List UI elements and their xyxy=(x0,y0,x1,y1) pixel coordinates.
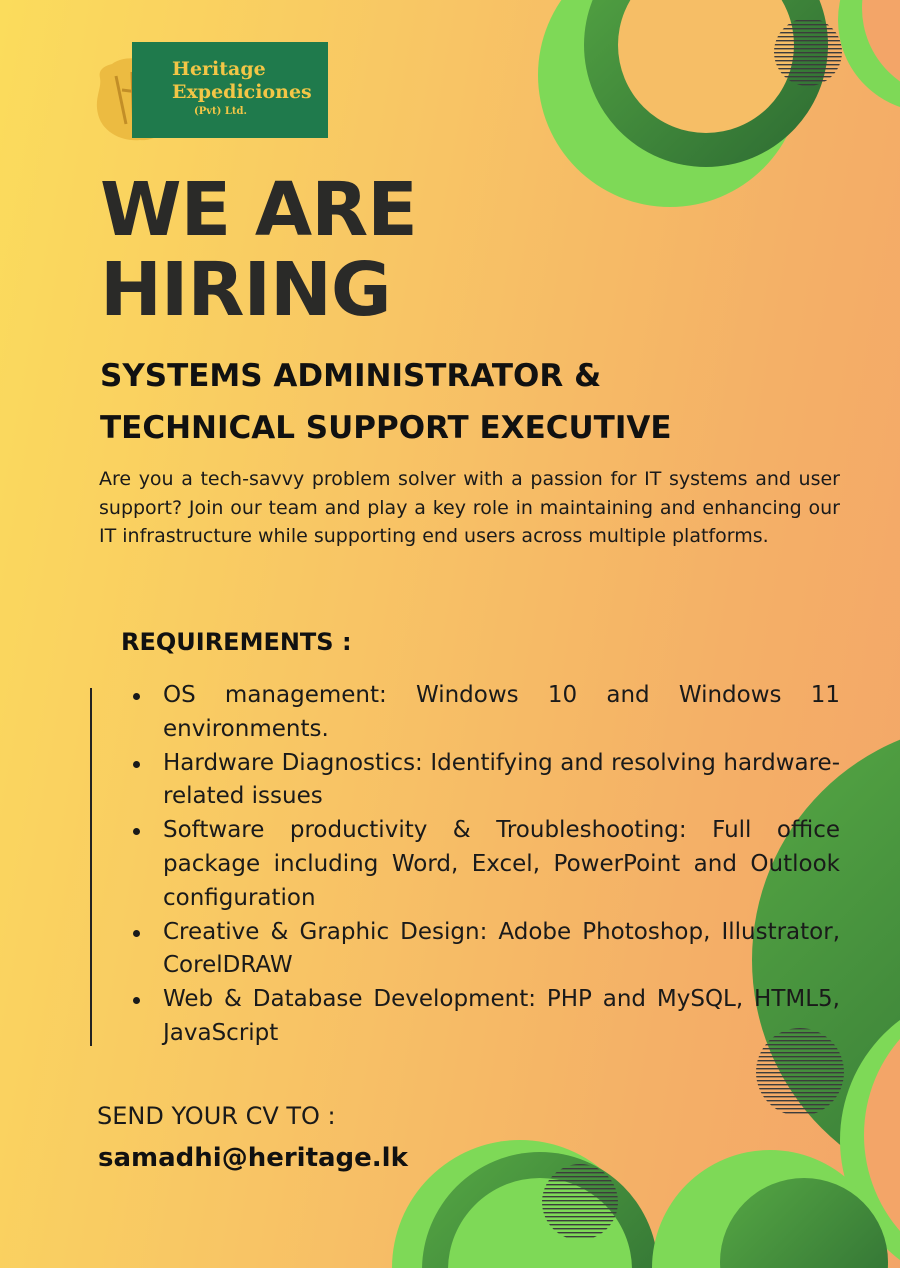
job-title-line-2: TECHNICAL SUPPORT EXECUTIVE xyxy=(100,410,672,446)
headline-line-1: WE ARE xyxy=(100,167,417,253)
requirements-heading: REQUIREMENTS : xyxy=(121,628,352,656)
intro-paragraph: Are you a tech-savvy problem solver with a passion for IT systems and user support? Join our team and play a key role in maintaining and enhancing our IT infrastructure while supporting end users across multiple platforms. xyxy=(99,468,840,547)
headline xyxy=(100,167,417,333)
contact-email[interactable]: samadhi@heritage.lk xyxy=(98,1143,408,1173)
requirement-item: Creative & Graphic Design: Adobe Photoshop, Illustrator, CorelDRAW xyxy=(131,916,840,984)
bottom-circles xyxy=(392,1140,888,1268)
requirement-item: OS management: Windows 10 and Windows 11 environments. xyxy=(131,679,840,747)
send-cv-label: SEND YOUR CV TO : xyxy=(97,1102,336,1130)
logo-line-1: Heritage xyxy=(172,58,266,80)
logo-line-3: (Pvt) Ltd. xyxy=(194,106,248,117)
logo-wordmark xyxy=(172,58,312,120)
job-title xyxy=(100,350,672,454)
requirement-item: Software productivity & Troubleshooting: Full office package including Word, Excel, PowerPoint and Outlook configuration xyxy=(131,814,840,915)
company-logo xyxy=(92,40,332,140)
headline-line-2: HIRING xyxy=(100,247,391,333)
requirement-item: Hardware Diagnostics: Identifying and resolving hardware-related issues xyxy=(131,747,840,815)
requirements-list xyxy=(131,679,840,1051)
top-right-circles xyxy=(538,0,900,207)
job-title-line-1: SYSTEMS ADMINISTRATOR & xyxy=(100,358,602,394)
requirements-divider xyxy=(90,688,92,1046)
requirement-item: Web & Database Development: PHP and MySQL, HTML5, JavaScript xyxy=(131,983,840,1051)
logo-line-2: Expediciones xyxy=(172,81,312,103)
